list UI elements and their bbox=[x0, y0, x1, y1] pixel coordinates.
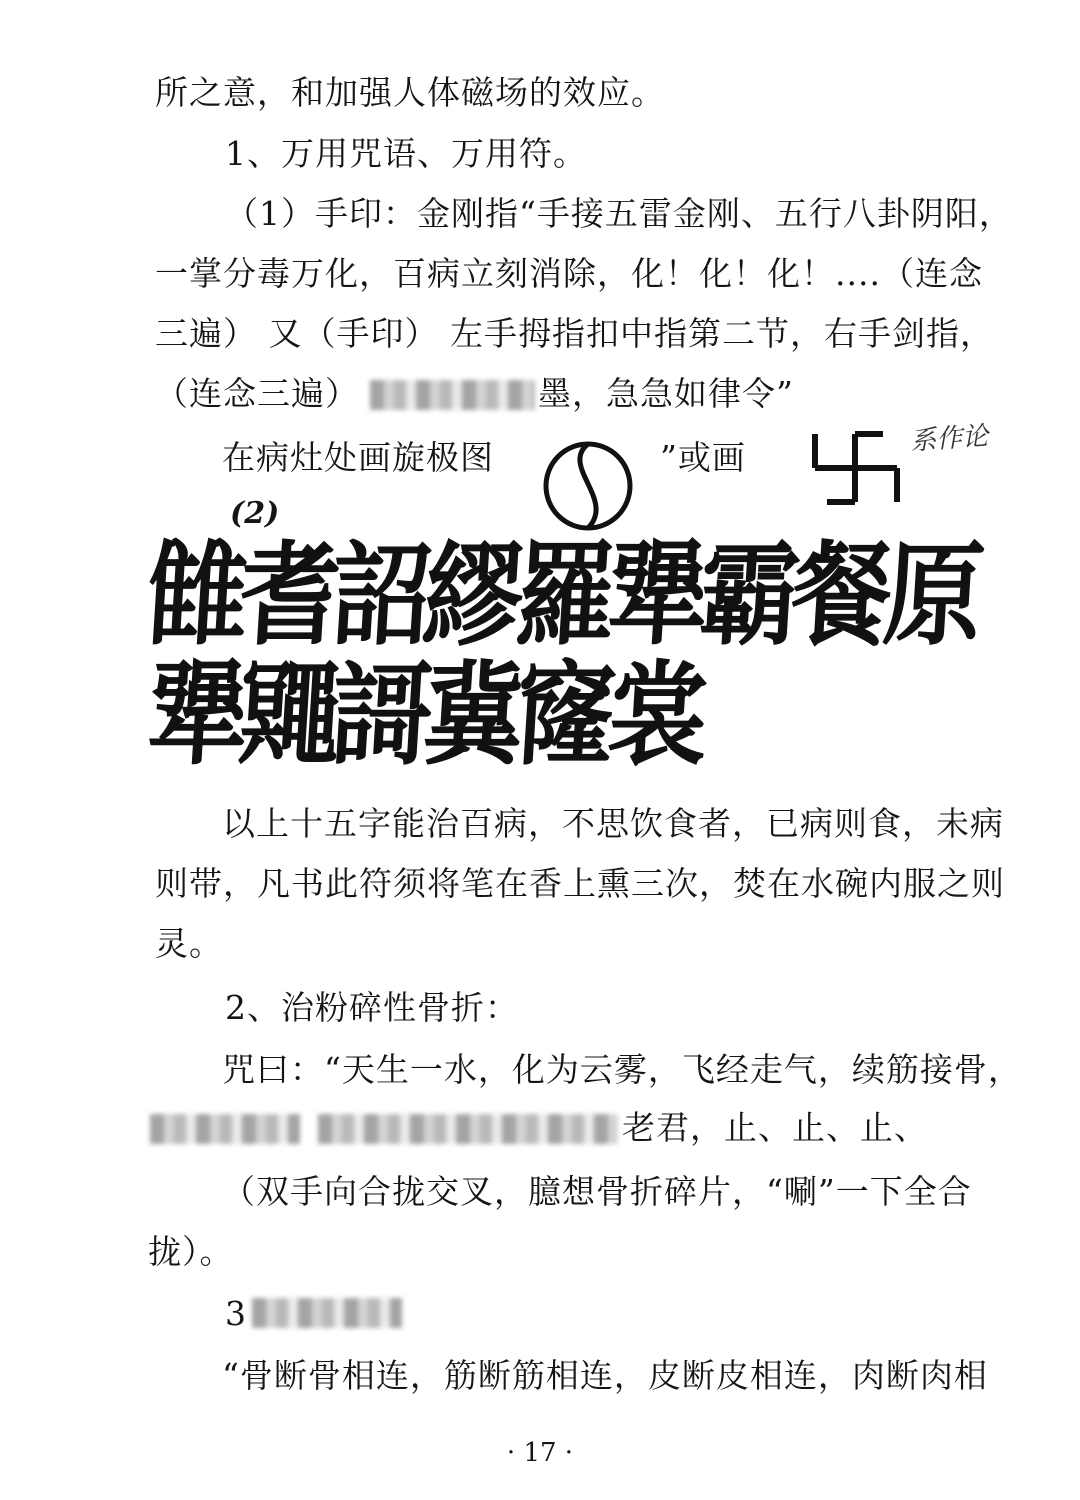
handwritten-note: 系作论 bbox=[909, 421, 990, 457]
text-line-6b: 墨，急急如律令” bbox=[538, 374, 794, 413]
text-line-17: “骨断骨相连，筋断筋相连，皮断皮相连，肉断肉相 bbox=[222, 1356, 988, 1395]
handwritten-talisman-row-2: 犟鼆謌冀窿裳 bbox=[143, 648, 705, 782]
text-line-1: 所之意，和加强人体磁场的效应。 bbox=[155, 73, 665, 112]
text-line-8: 以上十五字能治百病，不思饮食者，已病则食，未病 bbox=[222, 804, 1004, 843]
text-line-6a: （连念三遍） bbox=[155, 374, 359, 413]
text-line-3: （1）手印：金刚指“手接五雷金刚、五行八卦阴阳， bbox=[225, 194, 1013, 233]
taiji-symbol-icon bbox=[540, 438, 636, 534]
text-line-14: （双手向合拢交叉，臆想骨折碎片，“唰”一下全合 bbox=[222, 1172, 972, 1211]
redacted-text bbox=[318, 1114, 618, 1144]
page-number: · 17 · bbox=[506, 1438, 574, 1468]
text-line-5: 三遍） 又（手印） 左手拇指扣中指第二节，右手剑指， bbox=[155, 314, 994, 353]
handwritten-talisman-row-1: 雔耆詔繆羅犟霸餐原 bbox=[143, 528, 981, 662]
text-line-13: 老君，止、止、止、 bbox=[622, 1108, 928, 1147]
redacted-text bbox=[150, 1114, 300, 1144]
swastika-symbol-icon bbox=[805, 430, 905, 510]
text-line-4: 一掌分毒万化，百病立刻消除，化！化！化！....（连念 bbox=[155, 254, 983, 293]
text-line-12: 咒曰：“天生一水，化为云雾，飞经走气，续筋接骨， bbox=[222, 1050, 1022, 1089]
redacted-text bbox=[370, 380, 535, 410]
text-line-7a: 在病灶处画旋极图 bbox=[222, 438, 494, 477]
redacted-text bbox=[252, 1298, 402, 1328]
handwritten-label: (2) bbox=[230, 496, 280, 531]
text-line-9: 则带，凡书此符须将笔在香上熏三次，焚在水碗内服之则 bbox=[155, 864, 1005, 903]
text-line-7b: ”或画 bbox=[660, 438, 746, 477]
text-line-10: 灵。 bbox=[155, 924, 223, 963]
section-heading-3: 3 bbox=[225, 1294, 247, 1333]
text-line-15: 拢）。 bbox=[148, 1232, 234, 1271]
section-heading-2: 2、治粉碎性骨折： bbox=[225, 988, 519, 1027]
section-heading-1: 1、万用咒语、万用符。 bbox=[225, 134, 587, 173]
